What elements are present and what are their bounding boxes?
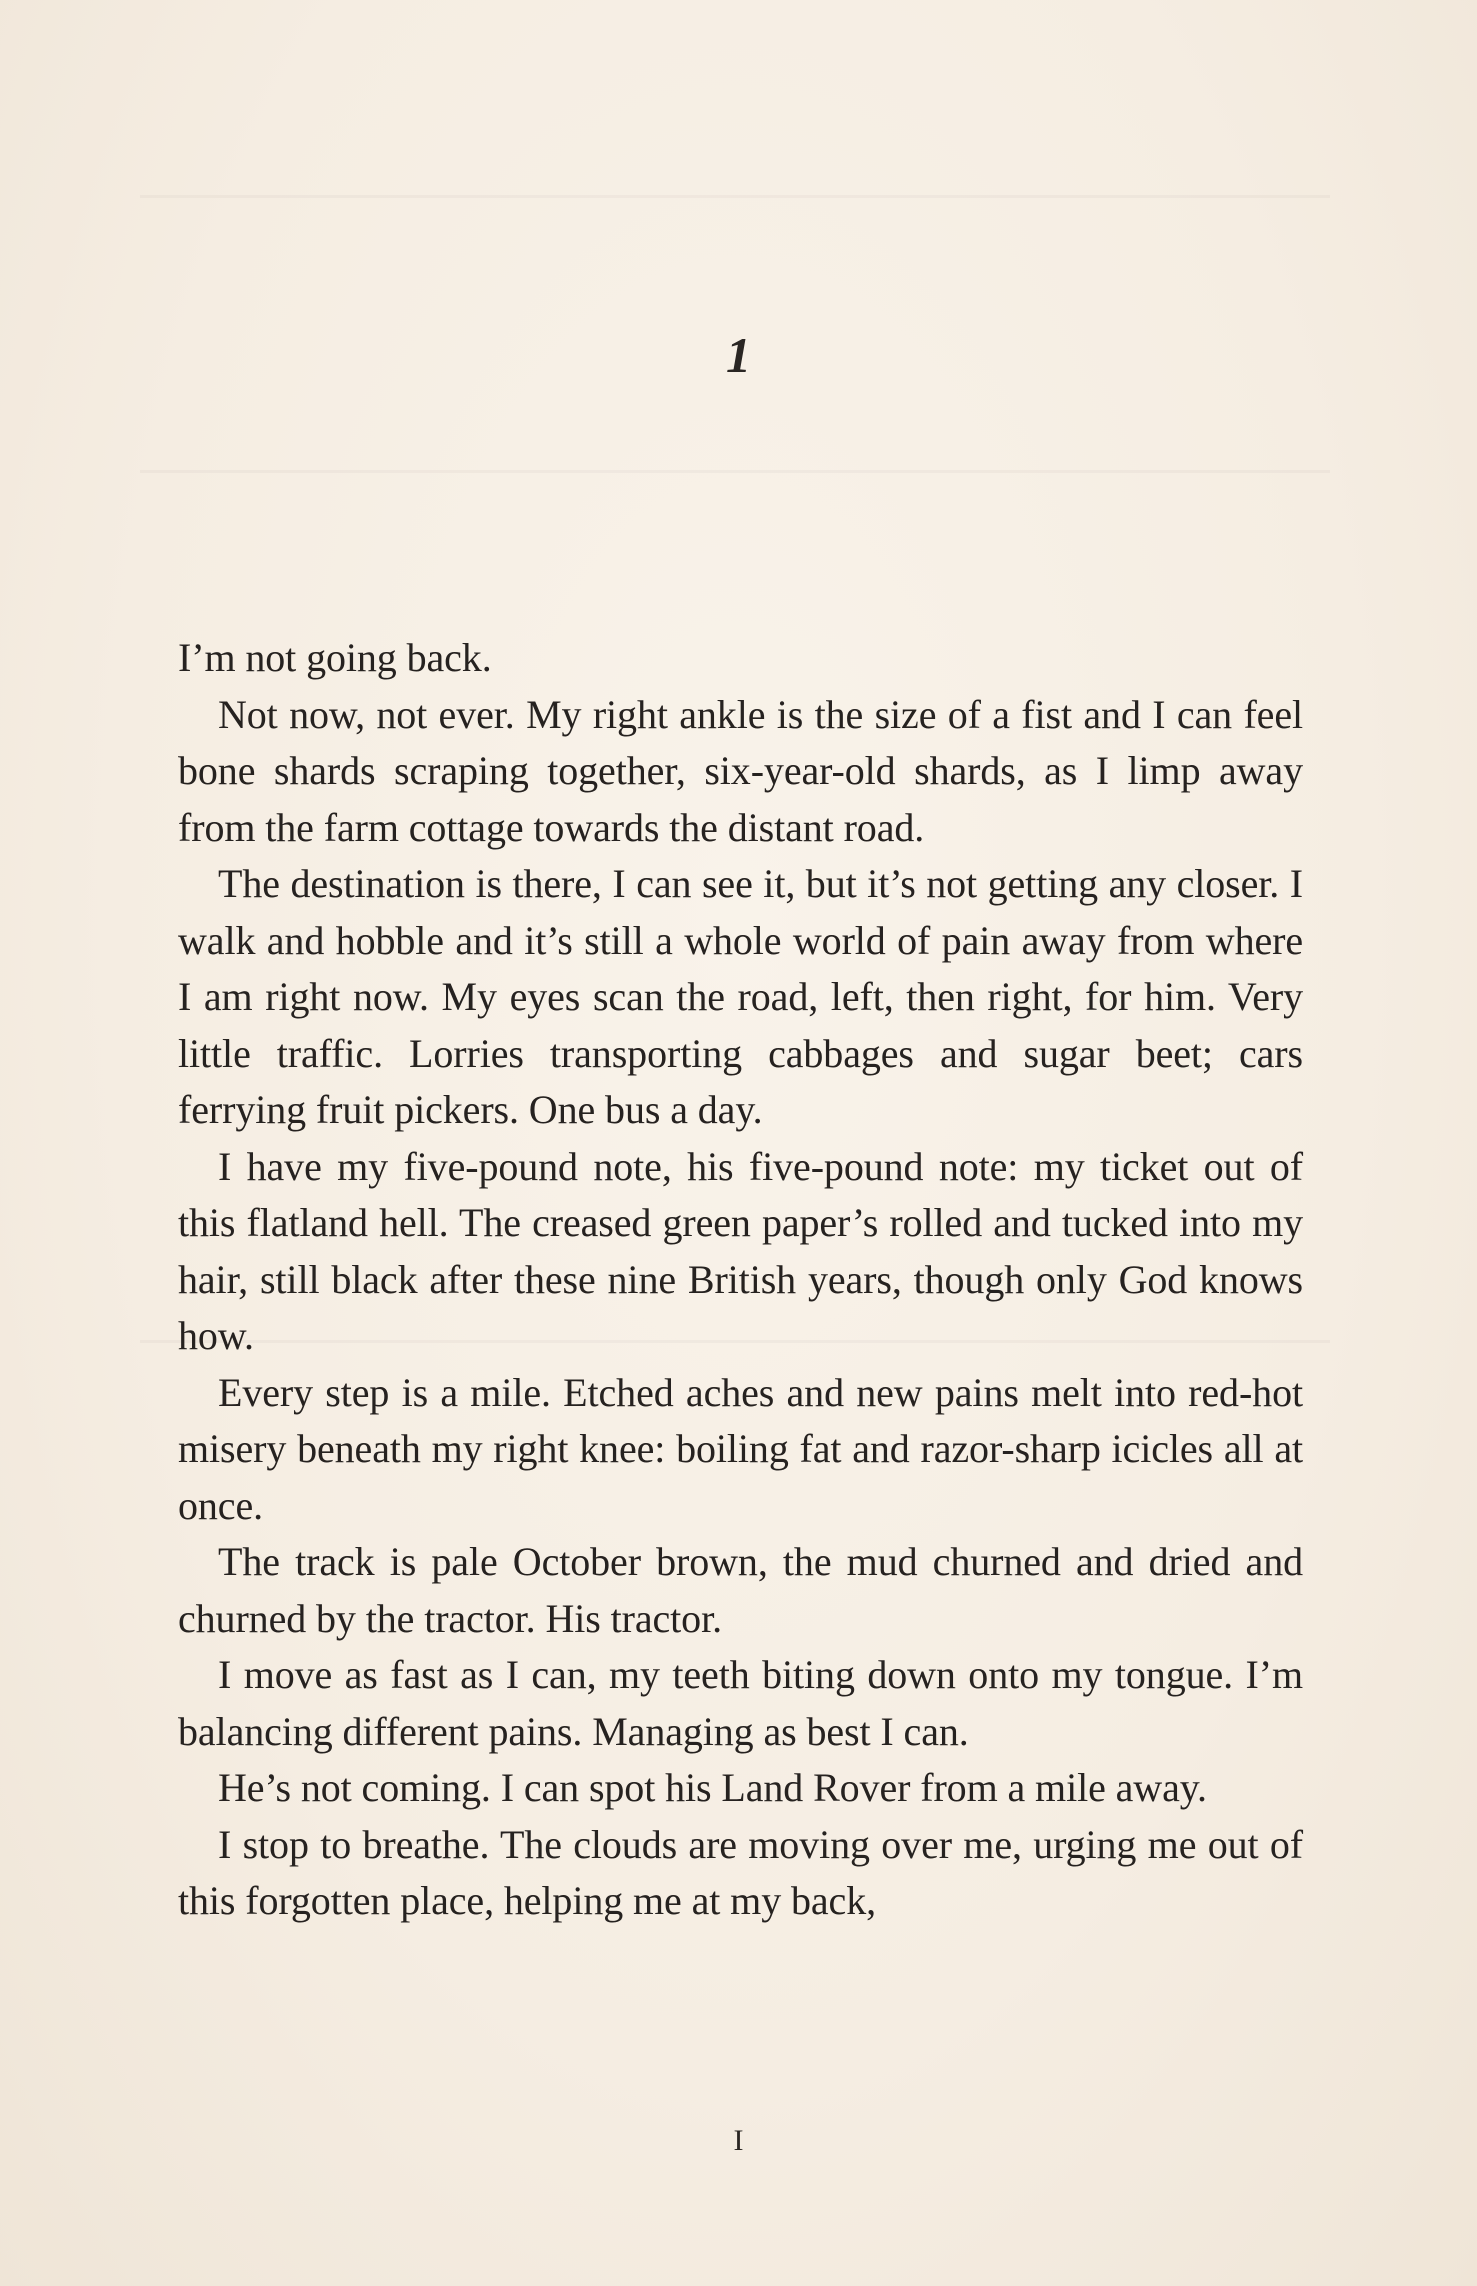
paragraph: The track is pale October brown, the mud churned and dried and churned by the tractor. His tractor. — [178, 1539, 1303, 1641]
paragraph: Not now, not ever. My right ankle is the size of a fist and I can feel bone shards scraping together, six-year-old shards, as I limp away from the farm cottage towards the distant road. — [178, 691, 1303, 850]
show-through-line — [140, 470, 1330, 473]
show-through-line — [140, 195, 1330, 198]
paragraph: I move as fast as I can, my teeth biting down onto my tongue. I’m balancing different pains. Managing as best I can. — [178, 1652, 1303, 1754]
chapter-number: 1 — [726, 327, 751, 383]
paragraph: I’m not going back. — [178, 635, 492, 680]
page-number: I — [733, 2124, 744, 2157]
paragraph: I have my five-pound note, his five-pound note: my ticket out of this flatland hell. The creased green paper’s rolled and tucked into my hair, still black after these nine British years, though only God knows how. — [178, 1143, 1303, 1358]
paragraph: I stop to breathe. The clouds are moving over me, urging me out of this forgotten place, helping me at my back, — [178, 1821, 1303, 1923]
chapter-body — [178, 630, 1303, 1930]
paragraph: Every step is a mile. Etched aches and new pains melt into red-hot misery beneath my right knee: boiling fat and razor-sharp icicles all at once. — [178, 1369, 1303, 1528]
paragraph: He’s not coming. I can spot his Land Rover from a mile away. — [218, 1765, 1207, 1810]
paragraph: The destination is there, I can see it, but it’s not getting any closer. I walk and hobble and it’s still a whole world of pain away from where I am right now. My eyes scan the road, left, then right, for him. Very little traffic. Lorries transporting cabbages and sugar beet; cars ferrying fruit pickers. One bus a day. — [178, 861, 1303, 1132]
